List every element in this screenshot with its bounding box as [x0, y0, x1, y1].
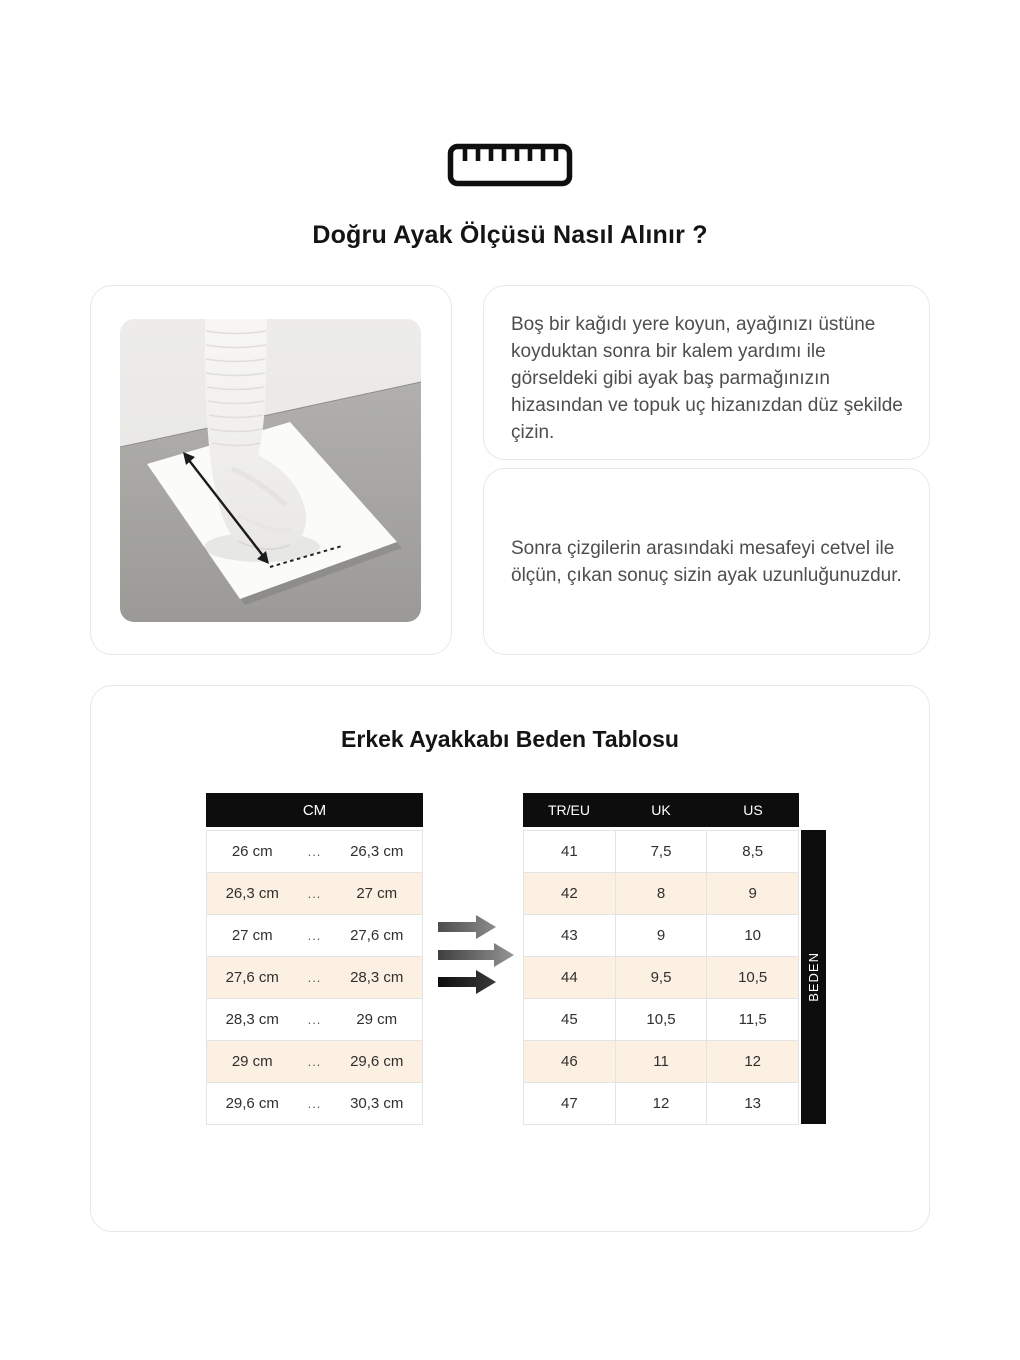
- instruction-card-1: [483, 285, 930, 460]
- table-row: 27 cm ... 27,6 cm: [206, 915, 423, 957]
- size-table-title: Erkek Ayakkabı Beden Tablosu: [341, 726, 679, 752]
- international-size-table: [523, 793, 799, 1125]
- cm-range-table: [206, 793, 423, 1125]
- table-row: 26,3 cm ... 27 cm: [206, 873, 423, 915]
- range-dots: ...: [307, 1054, 322, 1069]
- foot-measurement-photo: [120, 319, 421, 622]
- size-table-header-row: [523, 793, 799, 827]
- range-dots: ...: [307, 1012, 322, 1027]
- column-header: TR/EU: [548, 802, 590, 818]
- table-row: 29,6 cm ... 30,3 cm: [206, 1083, 423, 1125]
- table-row: 29 cm ... 29,6 cm: [206, 1041, 423, 1083]
- table-row: 41 7,5 8,5: [523, 831, 799, 873]
- range-dots: ...: [307, 886, 322, 901]
- instruction-step-2: Sonra çizgilerin arasındaki mesafeyi cetvel ile ölçün, çıkan sonuç sizin ayak uzunluğunuzdur.: [511, 537, 902, 586]
- size-table-card: [90, 685, 930, 1232]
- column-header: UK: [651, 802, 671, 818]
- table-row: 45 10,5 11,5: [523, 999, 799, 1041]
- table-row: 43 9 10: [523, 915, 799, 957]
- instruction-card-2: [483, 468, 930, 655]
- table-row: 44 9,5 10,5: [523, 957, 799, 999]
- range-dots: ...: [307, 1096, 322, 1111]
- range-dots: ...: [307, 970, 322, 985]
- range-dots: ...: [307, 928, 322, 943]
- column-header: US: [743, 802, 763, 818]
- cm-table-header: CM: [206, 793, 423, 827]
- table-row: 27,6 cm ... 28,3 cm: [206, 957, 423, 999]
- table-row: 26 cm ... 26,3 cm: [206, 831, 423, 873]
- ruler-icon: [447, 143, 573, 187]
- range-dots: ...: [307, 844, 322, 859]
- measurement-photo-card: [90, 285, 452, 655]
- table-row: 47 12 13: [523, 1083, 799, 1125]
- page-title: Doğru Ayak Ölçüsü Nasıl Alınır ?: [312, 221, 708, 249]
- instruction-step-1: Boş bir kağıdı yere koyun, ayağınızı üstüne koyduktan sonra bir kalem yardımı ile görseldeki gibi ayak baş parmağınızın hizasından ve topuk uç hizanızdan düz şekilde çizin.: [511, 314, 903, 443]
- beden-side-label: BEDEN: [801, 830, 826, 1124]
- table-row: 42 8 9: [523, 873, 799, 915]
- table-row: 46 11 12: [523, 1041, 799, 1083]
- conversion-arrows-icon: [438, 914, 518, 994]
- table-row: 28,3 cm ... 29 cm: [206, 999, 423, 1041]
